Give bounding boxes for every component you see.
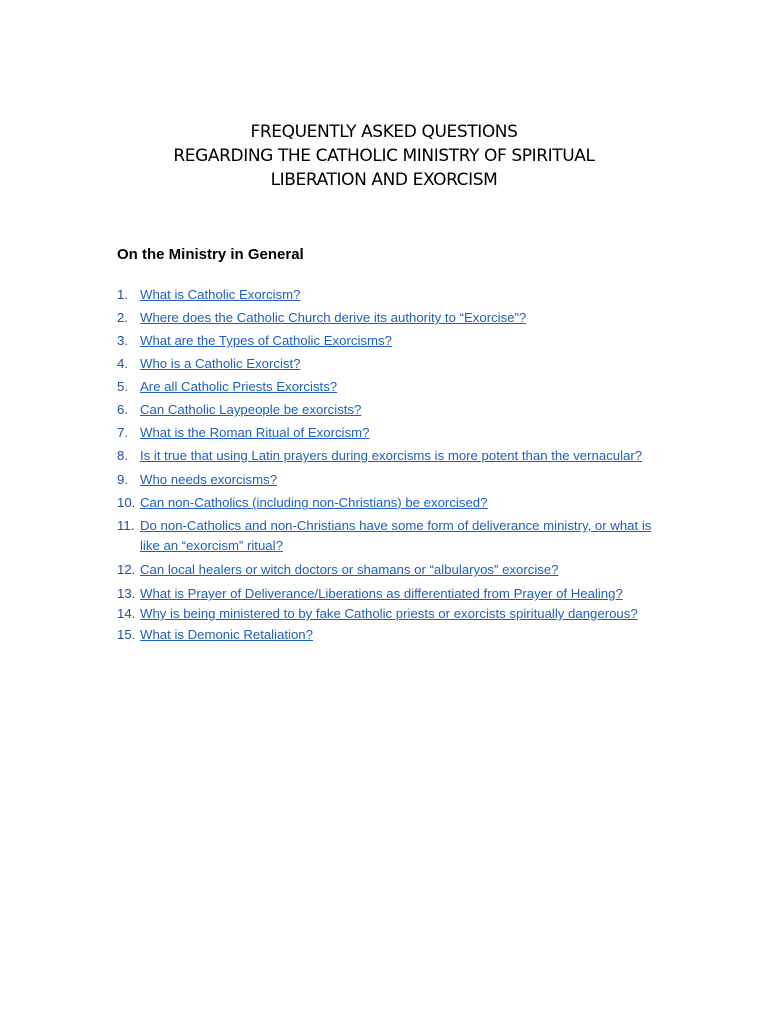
title-line-3: LIBERATION AND EXORCISM: [270, 170, 498, 190]
faq-item-6: [117, 400, 652, 420]
faq-item-7: [117, 423, 652, 443]
faq-link-demonic-retaliation[interactable]: What is Demonic Retaliation?: [140, 627, 313, 642]
document-title: [100, 120, 668, 192]
faq-number: 15.: [117, 627, 136, 642]
faq-number: 14.: [117, 606, 136, 621]
faq-item-15: [117, 625, 652, 645]
faq-number: 10.: [117, 495, 136, 510]
faq-number: 9.: [117, 472, 128, 487]
faq-item-4: [117, 354, 652, 374]
faq-item-11: [117, 516, 652, 556]
section-heading: On the Ministry in General: [117, 246, 304, 263]
faq-item-9: [117, 470, 652, 490]
faq-item-14: [117, 604, 652, 624]
faq-number: 6.: [117, 402, 128, 417]
faq-link-laypeople-exorcists[interactable]: Can Catholic Laypeople be exorcists?: [140, 402, 362, 417]
faq-number: 3.: [117, 333, 128, 348]
faq-link-types-of-exorcisms[interactable]: What are the Types of Catholic Exorcisms?: [140, 333, 392, 348]
faq-link-who-needs-exorcisms[interactable]: Who needs exorcisms?: [140, 472, 278, 487]
title-line-1: FREQUENTLY ASKED QUESTIONS: [250, 122, 518, 142]
title-line-2: REGARDING THE CATHOLIC MINISTRY OF SPIRITUAL: [173, 146, 595, 166]
faq-number: 1.: [117, 287, 128, 302]
faq-link-prayer-of-deliverance[interactable]: What is Prayer of Deliverance/Liberations as differentiated from Prayer of Healing?: [140, 586, 623, 601]
faq-link-fake-priests[interactable]: Why is being ministered to by fake Catholic priests or exorcists spiritually dangerous?: [140, 606, 638, 621]
faq-item-1: [117, 285, 652, 305]
faq-number: 2.: [117, 310, 128, 325]
faq-number: 11.: [117, 518, 135, 533]
faq-item-8: [117, 446, 652, 466]
faq-number: 8.: [117, 448, 128, 463]
faq-link-all-priests-exorcists[interactable]: Are all Catholic Priests Exorcists?: [140, 379, 338, 394]
faq-item-5: [117, 377, 652, 397]
faq-number: 13.: [117, 586, 136, 601]
faq-item-3: [117, 331, 652, 351]
faq-link-non-catholics-exorcised[interactable]: Can non-Catholics (including non-Christians) be exorcised?: [140, 495, 488, 510]
faq-number: 7.: [117, 425, 128, 440]
faq-link-what-is-catholic-exorcism[interactable]: What is Catholic Exorcism?: [140, 287, 301, 302]
faq-link-local-healers[interactable]: Can local healers or witch doctors or shamans or “albularyos” exorcise?: [140, 562, 559, 577]
faq-item-2: [117, 308, 652, 328]
faq-link-deliverance-ministry[interactable]: Do non-Catholics and non-Christians have some form of deliverance ministry, or what is like an “exorcism” ritual?: [140, 518, 652, 553]
faq-number: 5.: [117, 379, 128, 394]
faq-link-roman-ritual[interactable]: What is the Roman Ritual of Exorcism?: [140, 425, 370, 440]
faq-number: 12.: [117, 562, 136, 577]
faq-link-who-is-exorcist[interactable]: Who is a Catholic Exorcist?: [140, 356, 301, 371]
faq-item-13: [117, 584, 652, 604]
faq-link-authority-to-exorcise[interactable]: Where does the Catholic Church derive its authority to “Exorcise”?: [140, 310, 527, 325]
faq-item-10: [117, 493, 652, 513]
faq-list: [117, 285, 652, 645]
faq-item-12: [117, 560, 652, 580]
faq-number: 4.: [117, 356, 128, 371]
faq-link-latin-prayers[interactable]: Is it true that using Latin prayers during exorcisms is more potent than the vernacular?: [140, 448, 643, 463]
